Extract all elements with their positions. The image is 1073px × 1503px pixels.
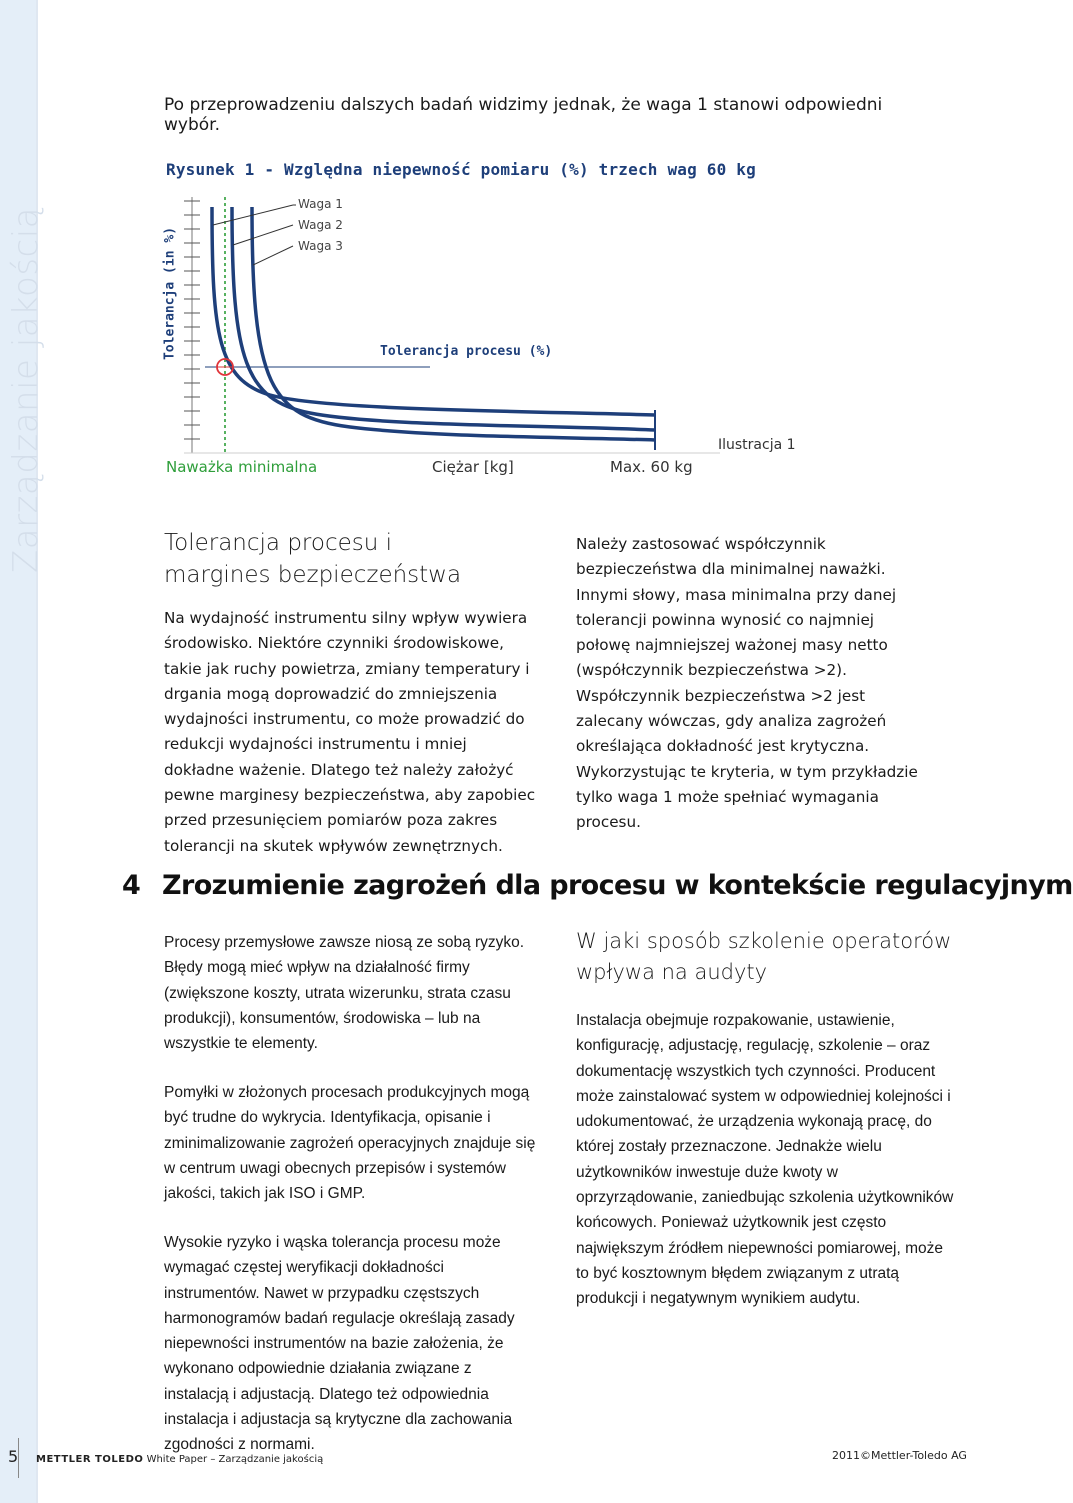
min-weight-label: Naważka minimalna <box>166 458 318 476</box>
page-number: 5 <box>8 1447 19 1466</box>
footer-separator: – <box>210 1454 216 1465</box>
legend-label-waga-1: Waga 1 <box>298 197 343 211</box>
section-title: Zrozumienie zagrożeń dla procesu w kontekście regulacyjnym <box>162 870 1073 901</box>
legend-label-waga-2: Waga 2 <box>298 218 343 232</box>
legend-leader-3 <box>253 246 293 265</box>
tolerance-label: Tolerancja procesu (%) <box>380 344 553 359</box>
figure-caption: Ilustracja 1 <box>718 437 796 453</box>
copyright: 2011©Mettler-Toledo AG <box>832 1449 967 1462</box>
section-number: 4 <box>122 870 141 901</box>
tolerance-paragraph: Na wydajność instrumentu silny wpływ wywiera środowisko. Niektóre czynniki środowiskowe, takie jak ruchy powietrza, zmiany temperatury i drgania mogą doprowadzić do zmniejszenia wydajności instrumentu, co może prowadzić do redukcji wydajności instrumentu i mniej dokładne ważenie. Dlatego też należy założyć pewne marginesy bezpieczeństwa, aby zapobiec przed przesunięciem pomiarów poza zakres tolerancji na skutek wpływów zewnętrznych. <box>164 609 536 855</box>
y-axis-ticks <box>184 197 200 453</box>
x-axis-label: Ciężar [kg] <box>432 458 514 476</box>
training-heading: W jaki sposób szkolenie operatorów wpływa na audyty <box>576 929 952 984</box>
legend-leader-2 <box>233 225 293 245</box>
footer-publication <box>36 1454 323 1465</box>
brand-logo-text: METTLER TOLEDO <box>36 1454 144 1465</box>
legend-label-waga-3: Waga 3 <box>298 239 343 253</box>
doc-type: White Paper <box>146 1454 208 1465</box>
intro-sentence: Po przeprowadzeniu dalszych badań widzimy jednak, że waga 1 stanowi odpowiedni wybór. <box>164 95 883 135</box>
section-heading-tolerance: Tolerancja procesu i margines bezpieczeństwa <box>164 530 462 588</box>
safety-factor-paragraph: Należy zastosować współczynnik bezpieczeństwa dla minimalnej naważki. Innymi słowy, masa minimalna przy danej tolerancji powinna wynosić co najmniej połowę najmniejszej ważonej masy netto (współczynnik bezpieczeństwa >2). Współczynnik bezpieczeństwa >2 jest zalecany wówczas, gdy analiza zagrożeń określająca dokładność jest krytyczna. Wykorzystując te kryteria, w tym przykładzie tylko waga 1 może spełniać wymagania procesu. <box>576 535 918 832</box>
risk-paragraph-3: Wysokie ryzyko i wąska tolerancja procesu może wymagać częstej weryfikacji dokładności instrumentów. Nawet w przypadku częstszych harmonogramów badań regulacje określają zasady niepewności instrumentów na bazie założenia, że wykonano odpowiednie działania związane z instalacją i adjustacją. Dlatego też odpowiednia instalacja i adjustacja są krytyczne dla zachowania zgodności z normami. <box>164 1234 515 1454</box>
risk-paragraph-2: Pomyłki w złożonych procesach produkcyjnych mogą być trudne do wykrycia. Identyfikacja, opisanie i zminimalizowanie zagrożeń operacyjnych znajduje się w centrum uwagi obecnych przepisów i systemów jakości, takich jak ISO i GMP. <box>164 1084 536 1203</box>
curve-waga-2 <box>232 207 655 430</box>
curve-waga-1 <box>212 207 655 415</box>
y-axis-label: Tolerancja (in %) <box>162 226 178 361</box>
max-capacity-label: Max. 60 kg <box>610 458 693 476</box>
risk-paragraph-1: Procesy przemysłowe zawsze niosą ze sobą ryzyko. Błędy mogą mieć wpływ na działalność firmy (zwiększone koszty, utrata wizerunku, strata czasu produkcji), konsumentów, środowiska – lub na wszystkie te elementy. <box>164 934 525 1053</box>
figure-title: Rysunek 1 - Względna niepewność pomiaru (%) trzech wag 60 kg <box>166 160 756 179</box>
doc-title: Zarządzanie jakością <box>218 1454 324 1465</box>
figure-diagram <box>160 185 720 475</box>
training-paragraph: Instalacja obejmuje rozpakowanie, ustawienie, konfigurację, adjustację, regulację, szkolenie – oraz dokumentację wszystkich tych czynności. Producent może zainstalować system w odpowiedniej kolejności i udokumentować, że urządzenia wykonają pracę, do której zostały przeznaczone. Jednakże wielu użytkowników inwestuje duże kwoty w oprzyrządowanie, zaniedbując szkolenia użytkowników końcowych. Ponieważ użytkownik jest często największym źródłem niepewności pomiarowej, może to być kosztownym błędem związanym z utratą produkcji i negatywnym wynikiem audytu. <box>576 1012 954 1308</box>
section-label-vertical: Zarządzanie jakością <box>6 206 46 574</box>
